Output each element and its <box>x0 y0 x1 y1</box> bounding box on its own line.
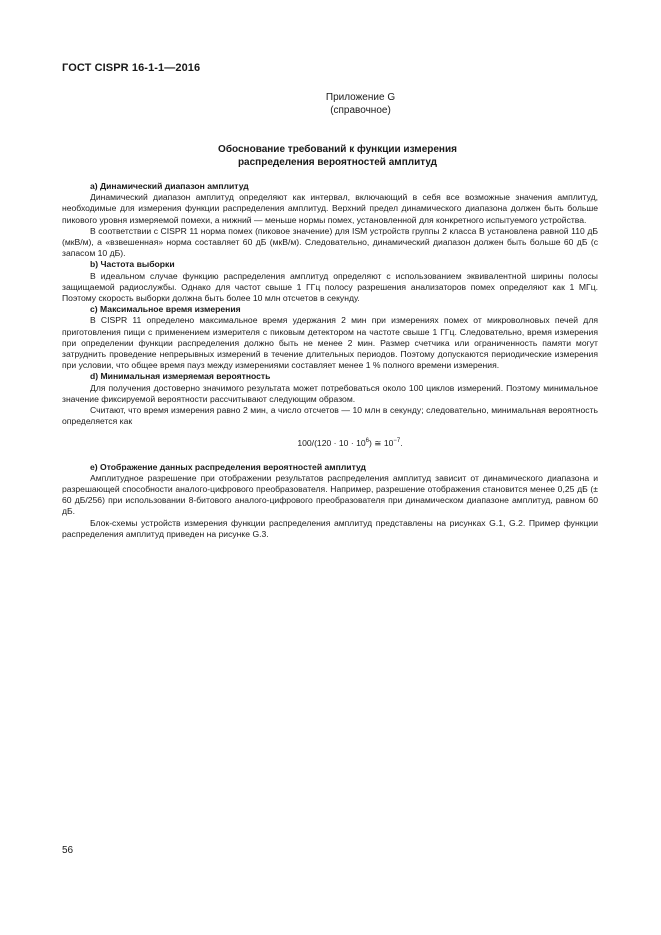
section-a-paragraph-1: Динамический диапазон амплитуд определяют как интервал, включающий в себя все возможные значения амплитуд, необходимые для измерения функции распределения амплитуд. Верхний предел динамического диапазона должен быть больше пикового уровня измеряемой помехи, а нижний — меньше нормы помех, установленной для конкретного испытуемого устройства. <box>62 192 598 225</box>
section-b-heading: b) Частота выборки <box>90 259 175 270</box>
section-d-paragraph-2: Считают, что время измерения равно 2 мин, а число отсчетов — 10 млн в секунду; следовательно, минимальная вероятность определяется как <box>62 405 598 427</box>
appendix-type: (справочное) <box>330 105 391 116</box>
formula-part-1: 100/(120 · 10 · 10 <box>297 438 366 449</box>
formula-exponent-2: −7 <box>393 438 401 445</box>
formula-part-2: ) ≅ 10 <box>369 438 394 449</box>
section-e-paragraph-2: Блок-схемы устройств измерения функции распределения амплитуд представлены на рисунках G.1, G.2. Пример функции распределения амплитуд приведен на рисунке G.3. <box>62 517 599 539</box>
title-line-2: распределения вероятностей амплитуд <box>237 157 438 168</box>
formula-part-3: . <box>400 438 403 449</box>
section-e-heading: е) Отображение данных распределения вероятностей амплитуд <box>90 461 367 472</box>
section-a-paragraph-2: В соответствии с CISPR 11 норма помех (пиковое значение) для ISM устройств группы 2 класса В установлена равной 110 дБ (мкВ/м), а «взвешенная» норма составляет 60 дБ (мкВ/м). Следовательно, динамический диапазон должен быть больше 60 дБ (с запасом 10 дБ). <box>62 225 598 259</box>
title-line-1: Обоснование требований к функции измерения <box>218 144 457 155</box>
document-header: ГОСТ CISPR 16-1-1—2016 <box>62 62 201 74</box>
section-c-paragraph-1: В CISPR 11 определено максимальное время удержания 2 мин при измерениях помех от микроволновых печей для приготовления пищи с применением измерителя с пиковым детектором на частоте свыше 1 ГГц. Следовательно, время измерения при определении функции распределения должно быть не менее 2 мин. Размер счетчика или ограниченность памяти могут затруднить проведение непрерывных измерений в течение длительных периодов. Поэтому допускаются периодические измерения при условии, что общее время пауз между измерениями составляет менее 1 % полного времени измерения. <box>62 315 598 371</box>
formula-exponent-1: 6 <box>365 438 370 445</box>
section-e-paragraph-1: Амплитудное разрешение при отображении результатов распределения амплитуд зависит от динамического диапазона и разрешающей способности аналого-цифрового преобразователя. Например, разрешение отображения становится менее 0,25 дБ (± 60 дБ/256) при использовании 8-битового аналого-цифрового преобразователя при динамическом диапазоне амплитуд, равном 60 дБ. <box>62 472 598 517</box>
page-number: 56 <box>62 845 74 856</box>
appendix-label: Приложение G <box>325 92 396 103</box>
document-body <box>62 181 598 540</box>
appendix-label-block <box>0 91 661 117</box>
section-d-paragraph-1: Для получения достоверно значимого результата может потребоваться около 100 циклов измерений. Поэтому минимальное значение фиксируемой вероятности рассчитывают следующим образом. <box>62 382 598 404</box>
section-c-heading: с) Максимальное время измерения <box>90 304 241 315</box>
section-b-paragraph-1: В идеальном случае функцию распределения амплитуд определяют с использованием эквивалентной ширины полосы защищаемой радиослужбы. Однако для частот свыше 1 ГГц полосу разрешения анализаторов помех определяют как 1 МГц. Поэтому скорость выборки должна быть более 10 млн отсчетов в секунду. <box>62 270 598 304</box>
section-a-heading: а) Динамический диапазон амплитуд <box>90 181 249 191</box>
appendix-title <box>0 143 661 169</box>
probability-formula <box>62 438 598 449</box>
section-d-heading: d) Минимальная измеряемая вероятность <box>90 371 271 382</box>
